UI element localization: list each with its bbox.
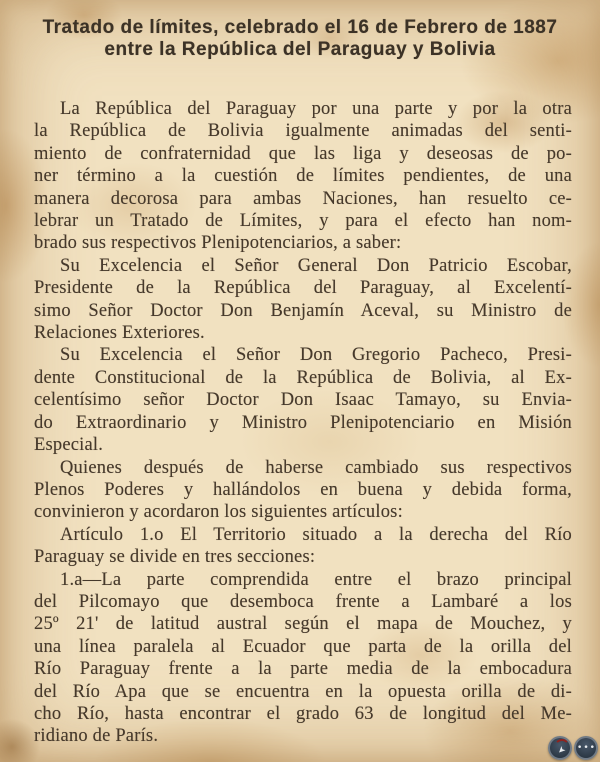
text-line: Relaciones Exteriores. bbox=[34, 323, 205, 344]
text-line: celentísimo señor Doctor Don Isaac Tamayo, su Envia- bbox=[34, 390, 572, 411]
document-body bbox=[34, 98, 572, 748]
text-line: Río Paraguay frente a la parte media de la embocadura bbox=[34, 659, 572, 680]
text-line: una línea paralela al Ecuador que parta de la orilla del bbox=[34, 636, 572, 657]
text-line: Artículo 1.o El Territorio situado a la derecha del Río bbox=[60, 524, 572, 545]
text-line: Su Excelencia el Señor Don Gregorio Pacheco, Presi- bbox=[60, 345, 572, 366]
text-line: miento de confraternidad que las liga y deseosas de po- bbox=[34, 143, 572, 164]
text-line: 25º 21' de latitud austral según el mapa de Mouchez, y bbox=[34, 614, 572, 635]
text-line: ner término a la cuestión de límites pendientes, de una bbox=[34, 166, 572, 187]
title-line-1: Tratado de límites, celebrado el 16 de Febrero de 1887 bbox=[42, 17, 558, 38]
text-line: convinieron y acordaron los siguientes artículos: bbox=[34, 502, 403, 523]
text-line: cho Río, hasta encontrar el grado 63 de longitud del Me- bbox=[34, 703, 572, 724]
text-line: la República de Bolivia igualmente animadas del senti- bbox=[34, 121, 572, 142]
text-line: lebrar un Tratado de Límites, y para el efecto han nom- bbox=[34, 211, 572, 232]
text-line: del Río Apa que se encuentra en la opuesta orilla de di- bbox=[34, 681, 572, 702]
text-line: Plenos Poderes y hallándolos en buena y debida forma, bbox=[34, 479, 572, 500]
document-title bbox=[0, 17, 600, 61]
text-line: Quienes después de haberse cambiado sus respectivos bbox=[60, 457, 572, 478]
ellipsis-icon: ••• bbox=[577, 742, 596, 753]
paragraph bbox=[34, 457, 572, 524]
paragraph bbox=[34, 524, 572, 569]
text-line: Paraguay se divide en tres secciones: bbox=[34, 547, 316, 568]
paragraph bbox=[34, 98, 572, 255]
text-line: do Extraordinario y Ministro Plenipotenciario en Misión bbox=[34, 412, 572, 433]
text-line: manera decorosa para ambas Naciones, han resuelto ce- bbox=[34, 188, 572, 209]
paragraph bbox=[34, 255, 572, 345]
text-line: del Pilcomayo que desemboca frente a Lambaré a los bbox=[34, 591, 572, 612]
text-line: dente Constitucional de la República de Bolivia, al Ex- bbox=[34, 367, 572, 388]
text-line: simo Señor Doctor Don Benjamín Aceval, su Ministro de bbox=[34, 300, 572, 321]
floating-buttons bbox=[548, 736, 598, 760]
text-line: ridiano de París. bbox=[34, 726, 159, 747]
text-line: Su Excelencia el Señor General Don Patricio Escobar, bbox=[60, 255, 572, 276]
more-options-button[interactable] bbox=[574, 736, 598, 760]
cursor-arrow-icon: ➤ bbox=[554, 742, 568, 756]
paragraph bbox=[34, 569, 572, 748]
paragraph bbox=[34, 344, 572, 456]
scroll-hint-button[interactable] bbox=[548, 736, 572, 760]
title-line-2: entre la República del Paraguay y Bolivia bbox=[104, 39, 496, 60]
text-line: Presidente de la República del Paraguay, al Excelentí- bbox=[34, 278, 572, 299]
text-line: 1.a—La parte comprendida entre el brazo principal bbox=[60, 569, 572, 590]
text-line: Especial. bbox=[34, 435, 104, 456]
text-line: brado sus respectivos Plenipotenciarios, a saber: bbox=[34, 233, 402, 254]
text-line: La República del Paraguay por una parte y por la otra bbox=[60, 99, 572, 119]
